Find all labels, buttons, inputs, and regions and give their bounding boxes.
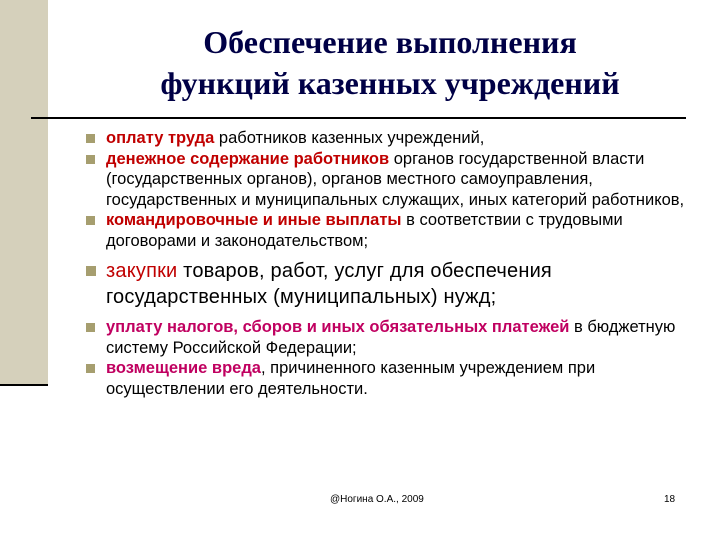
slide-title bbox=[60, 22, 720, 104]
square-bullet-icon bbox=[86, 134, 95, 143]
square-bullet-icon bbox=[86, 155, 95, 164]
list-item-highlight: оплату труда bbox=[106, 129, 215, 147]
list-item-text: в бюджетную систему Российской Федерации; bbox=[106, 318, 676, 357]
list-item-text: товаров, работ, услуг для обеспечения государственных (муниципальных) нужд; bbox=[106, 260, 552, 308]
list-item-text: органов государственной власти (государственных органов), органов местного самоуправления, государственных и муниципальных служащих, иных категорий работников, bbox=[106, 149, 685, 209]
list-item-allowance bbox=[86, 149, 686, 211]
list-item-travel bbox=[86, 210, 686, 251]
list-item-text: работников казенных учреждений, bbox=[214, 129, 485, 147]
list-item-highlight: возмещение вреда bbox=[106, 359, 261, 377]
list-item-highlight: уплату налогов, сборов и иных обязательных платежей bbox=[106, 318, 570, 336]
square-bullet-icon bbox=[86, 266, 96, 276]
list-item-procurement bbox=[86, 258, 686, 310]
slide-title-line-2: функций казенных учреждений bbox=[160, 65, 620, 101]
bullet-list bbox=[86, 128, 686, 399]
list-item-text: в соответствии с трудовыми договорами и законодательством; bbox=[106, 211, 623, 250]
side-decoration-band bbox=[0, 0, 48, 386]
title-divider bbox=[31, 117, 686, 119]
list-item-salary bbox=[86, 128, 686, 149]
list-item-damages bbox=[86, 358, 686, 399]
square-bullet-icon bbox=[86, 323, 95, 332]
square-bullet-icon bbox=[86, 216, 95, 225]
footer-credit: @Ногина О.А., 2009 bbox=[330, 494, 424, 505]
list-item-taxes bbox=[86, 317, 686, 358]
list-item-highlight: денежное содержание работников bbox=[106, 149, 390, 168]
list-item-text: , причиненного казенным учреждением при осуществлении его деятельности. bbox=[106, 359, 596, 398]
square-bullet-icon bbox=[86, 364, 95, 373]
list-item-highlight: закупки bbox=[106, 260, 178, 282]
slide-title-line-1: Обеспечение выполнения bbox=[203, 24, 577, 60]
page-number: 18 bbox=[664, 494, 676, 505]
list-item-highlight: командировочные и иные выплаты bbox=[106, 211, 402, 229]
